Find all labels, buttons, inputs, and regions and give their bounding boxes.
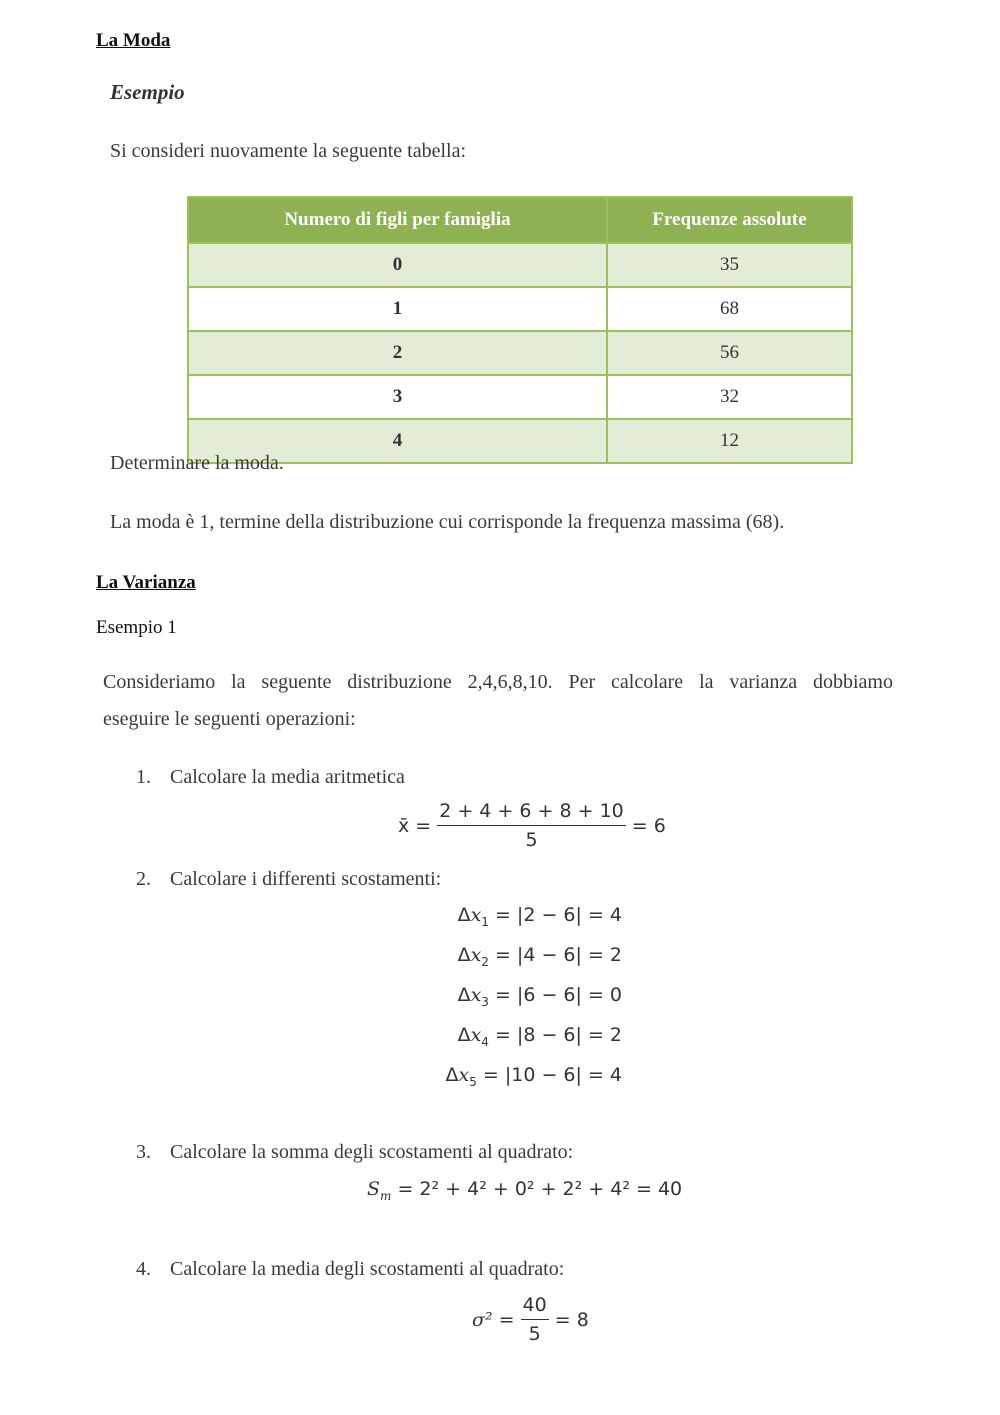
step-number: 3. bbox=[136, 1141, 151, 1163]
deviation-expr: = |10 − 6| = 4 bbox=[482, 1064, 622, 1086]
table-row bbox=[188, 331, 852, 375]
deviations-block bbox=[440, 904, 640, 1104]
table-cell: 68 bbox=[607, 287, 852, 331]
variance-fraction bbox=[521, 1294, 549, 1345]
variance-denominator: 5 bbox=[528, 1323, 541, 1345]
deviation-sub: 5 bbox=[469, 1074, 477, 1089]
deviation-line: $\Delta x_4 = |8 - 6| = 2$ bbox=[457, 1024, 622, 1049]
table-cell: 0 bbox=[188, 243, 607, 287]
deviation-expr: = |2 − 6| = 4 bbox=[494, 904, 622, 926]
deviation-line: $\Delta x_3 = |6 - 6| = 0$ bbox=[457, 984, 622, 1009]
deviation-sub: 3 bbox=[481, 994, 489, 1009]
table-header-cell: Frequenze assolute bbox=[607, 197, 852, 243]
table-row bbox=[188, 375, 852, 419]
moda-question: Determinare la moda. bbox=[110, 452, 284, 474]
step-number: 1. bbox=[136, 766, 151, 788]
step-text: Calcolare la media aritmetica bbox=[170, 766, 405, 788]
deviation-line: $\Delta x_1 = |2 - 6| = 4$ bbox=[457, 904, 622, 929]
table-cell: 1 bbox=[188, 287, 607, 331]
step-text: Calcolare i differenti scostamenti: bbox=[170, 868, 442, 890]
deviation-sub: 2 bbox=[481, 954, 489, 969]
moda-intro: Si consideri nuovamente la seguente tabella: bbox=[110, 140, 466, 162]
variance-formula-rhs: = 8 bbox=[554, 1308, 589, 1331]
deviation-expr: = |4 − 6| = 2 bbox=[494, 944, 622, 966]
frequency-table bbox=[187, 196, 853, 464]
table-cell: 12 bbox=[607, 419, 852, 463]
table-cell: 56 bbox=[607, 331, 852, 375]
deviation-line: $\Delta x_2 = |4 - 6| = 2$ bbox=[457, 944, 622, 969]
sum-formula-lhs: S bbox=[367, 1178, 381, 1200]
table-cell: 3 bbox=[188, 375, 607, 419]
table-row bbox=[188, 287, 852, 331]
deviation-line: $\Delta x_5 = |10 - 6| = 4$ bbox=[445, 1064, 622, 1089]
table-header-row bbox=[188, 197, 852, 243]
deviation-sub: 1 bbox=[481, 914, 489, 929]
mean-fraction bbox=[437, 800, 626, 851]
mean-formula-lhs: x̄ = bbox=[398, 814, 432, 837]
moda-answer: La moda è 1, termine della distribuzione cui corrisponde la frequenza massima (68). bbox=[110, 511, 785, 533]
mean-denominator: 5 bbox=[525, 829, 538, 851]
moda-example-title: Esempio bbox=[110, 80, 185, 104]
table-cell: 4 bbox=[188, 419, 607, 463]
variance-formula-lhs: σ² = bbox=[472, 1308, 515, 1331]
varianza-intro-line2: eseguire le seguenti operazioni: bbox=[103, 708, 356, 730]
varianza-heading: La Varianza bbox=[96, 572, 196, 593]
table-cell: 32 bbox=[607, 375, 852, 419]
sum-formula-rhs: = 2² + 4² + 0² + 2² + 4² = 40 bbox=[397, 1178, 683, 1200]
table-row bbox=[188, 419, 852, 463]
step-number: 2. bbox=[136, 868, 151, 890]
table-header-cell: Numero di figli per famiglia bbox=[188, 197, 607, 243]
deviation-sub: 4 bbox=[481, 1034, 489, 1049]
table-cell: 2 bbox=[188, 331, 607, 375]
mean-formula bbox=[398, 800, 666, 851]
varianza-example-title: Esempio 1 bbox=[96, 617, 177, 638]
sum-formula bbox=[367, 1178, 682, 1203]
sum-formula-lhs-sub: m bbox=[380, 1188, 392, 1203]
step-number: 4. bbox=[136, 1258, 151, 1280]
mean-formula-rhs: = 6 bbox=[631, 814, 666, 837]
varianza-intro-line1: Consideriamo la seguente distribuzione 2,4,6,8,10. Per calcolare la varianza dobbiamo bbox=[103, 671, 893, 693]
table-cell: 35 bbox=[607, 243, 852, 287]
variance-formula bbox=[472, 1294, 589, 1345]
step-text: Calcolare la media degli scostamenti al quadrato: bbox=[170, 1258, 565, 1280]
deviation-expr: = |8 − 6| = 2 bbox=[494, 1024, 622, 1046]
moda-heading: La Moda bbox=[96, 30, 171, 51]
mean-numerator: 2 + 4 + 6 + 8 + 10 bbox=[437, 800, 626, 826]
variance-numerator: 40 bbox=[521, 1294, 549, 1320]
deviation-expr: = |6 − 6| = 0 bbox=[494, 984, 622, 1006]
step-text: Calcolare la somma degli scostamenti al quadrato: bbox=[170, 1141, 574, 1163]
table-row bbox=[188, 243, 852, 287]
